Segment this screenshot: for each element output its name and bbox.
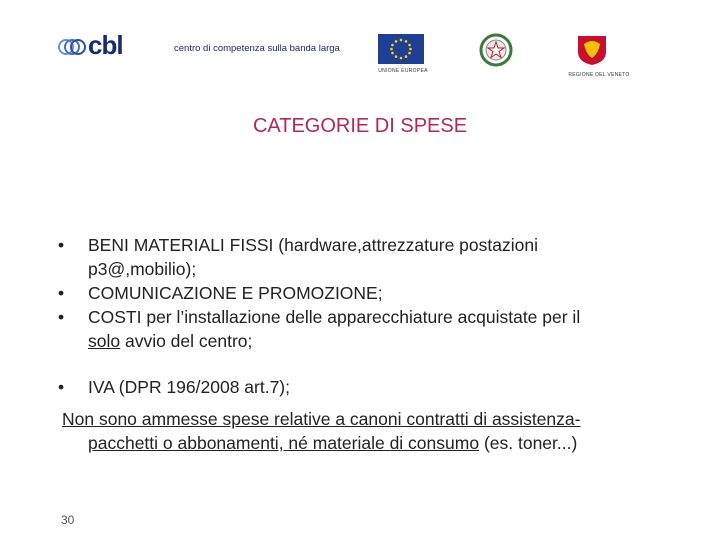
bullet-text-line: BENI MATERIALI FISSI (hardware,attrezzature postazioni [88,235,538,255]
bullet-text-rest: avvio del centro; [120,331,253,351]
list-item [60,233,700,281]
eu-flag-icon [378,34,424,64]
bullet-marker: • [58,377,65,397]
bullet-text-line: COSTI per l’installazione delle apparecchiature acquistate per il [88,307,581,327]
logo-word: cbl [88,30,123,60]
slide-title: CATEGORIE DI SPESE [252,115,468,137]
bullet-list [60,233,700,399]
eu-logo [378,34,428,74]
bullet-text-line: IVA (DPR 196/2008 art.7); [88,377,291,397]
bullet-marker: • [58,235,65,255]
exclusion-note [62,407,702,455]
bullet-marker: • [58,283,65,303]
list-item [60,281,700,305]
cbl-logo [58,30,340,60]
veneto-logo [568,34,630,78]
note-line [62,431,702,455]
veneto-caption: REGIONE DEL VENETO [568,72,630,78]
bullet-text-line: COMUNICAZIONE E PROMOZIONE; [88,283,383,303]
eu-caption: UNIONE EUROPEA [378,68,428,74]
list-item [60,305,700,353]
note-rest: (es. toner...) [479,433,578,453]
veneto-lion-icon [574,34,610,66]
note-underlined: pacchetti o abbonamenti, né materiale di consumo [88,433,480,453]
bullet-marker: • [58,307,65,327]
slide-header [0,0,720,90]
list-item [60,375,700,399]
bullet-text-line: p3@,mobilio); [88,259,197,279]
page-number: 30 [61,513,75,527]
italy-emblem-icon [478,32,514,68]
logo-subtitle: centro di competenza sulla banda larga [174,43,340,54]
bullet-text-line [88,329,700,353]
underlined-word: solo [88,331,121,351]
note-line: Non sono ammesse spese relative a canoni contratti di assistenza- [62,409,581,429]
